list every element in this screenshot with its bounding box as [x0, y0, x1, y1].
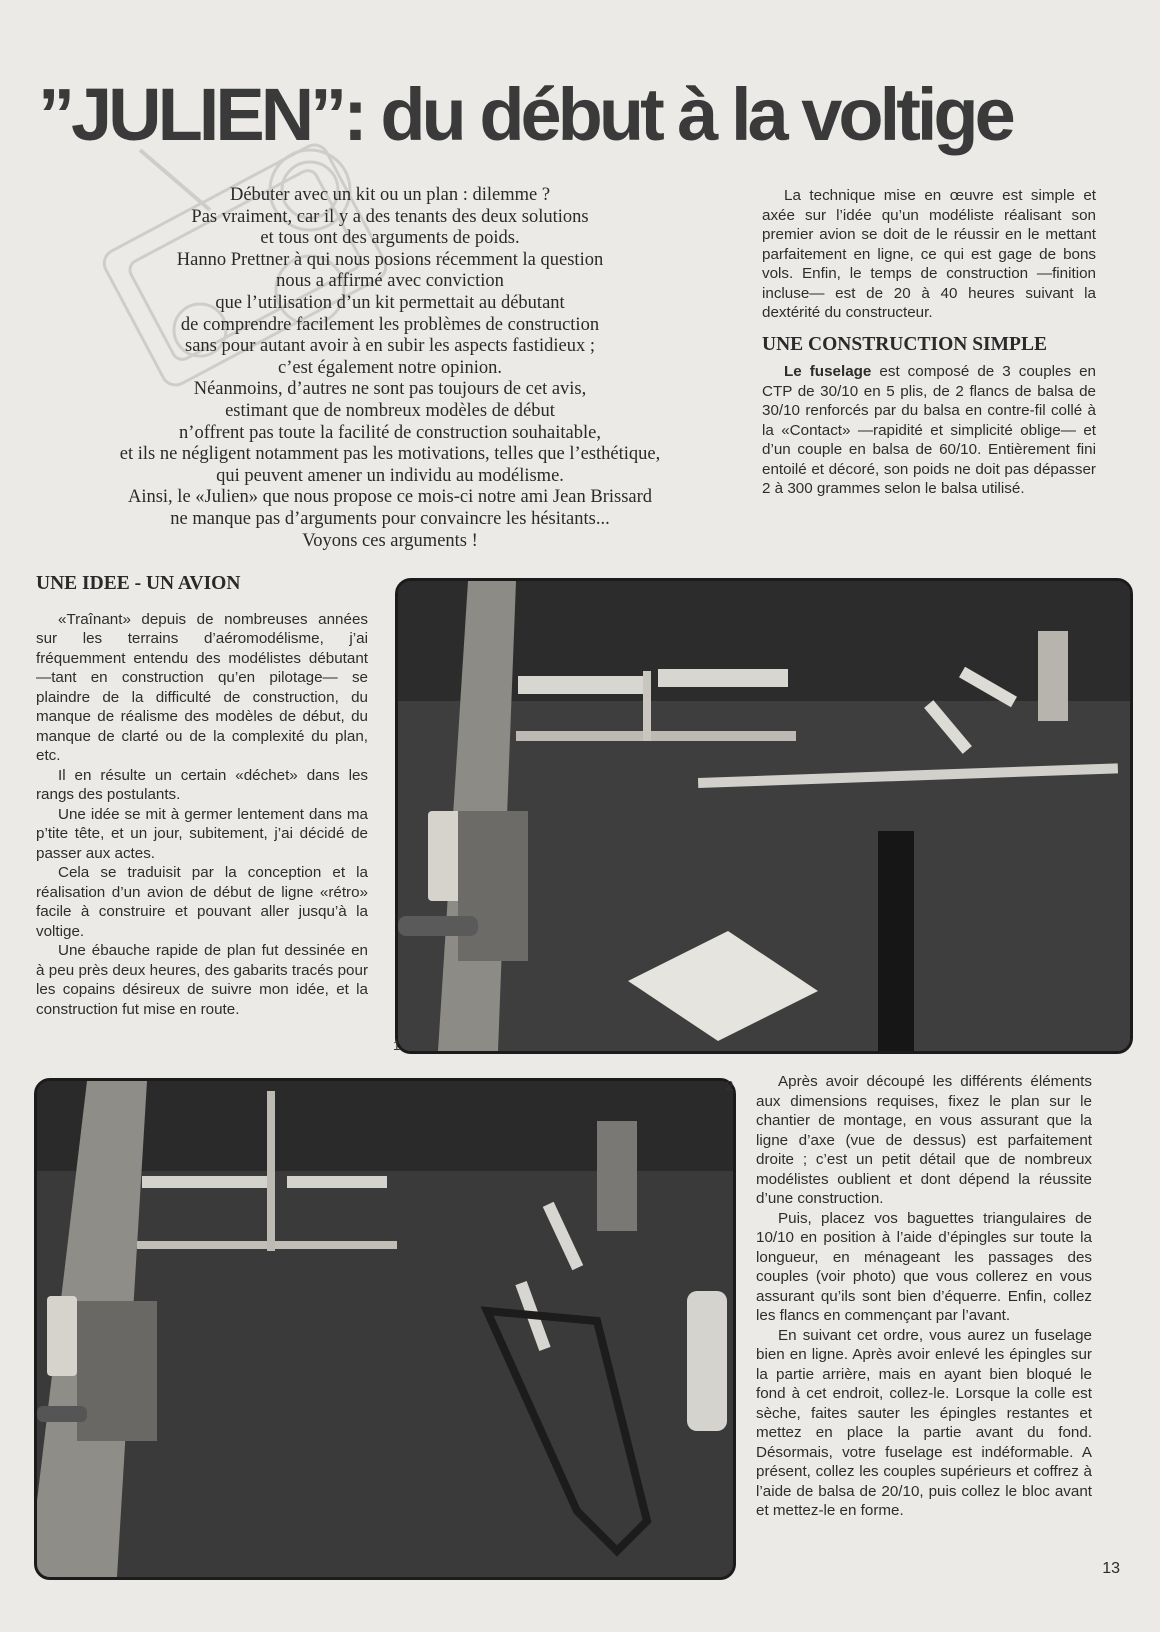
left-column: [36, 574, 368, 1019]
photo-fuselage-construction-1: [395, 578, 1133, 1054]
intro-line: estimant que de nombreux modèles de début: [225, 400, 555, 421]
paragraph-text: est composé de 3 couples en CTP de 30/10 en 5 plis, de 2 flancs de balsa de 30/10 renforcés par du balsa en contre-fil collé à la «Contact» —rapidité et simplicité oblige— et d’un couple en balsa de 60/10. Entièrement fini entoilé et décoré, son poids ne doit pas dépasser 2 à 300 grammes selon le balsa utilisé.: [762, 363, 1096, 497]
photo-fuselage-construction-2: [34, 1078, 736, 1580]
paragraph: Une idée se mit à germer lentement dans ma p’tite tête, et un jour, subitement, j’ai décidé de passer aux actes.: [36, 805, 368, 862]
article-title: ”JULIEN”: du début à la voltige: [38, 73, 1012, 156]
intro-line: sans pour autant avoir à en subir les aspects fastidieux ;: [185, 336, 595, 357]
paragraph: Une ébauche rapide de plan fut dessinée en à peu près deux heures, des gabarits tracés pour les copains désireux de suivre mon idée, et la construction fut mise en route.: [36, 942, 368, 1018]
intro-line: et tous ont des arguments de poids.: [260, 228, 520, 249]
intro-line: Pas vraiment, car il y a des tenants des deux solutions: [191, 206, 589, 227]
workbench-photo: [398, 581, 1130, 1051]
photo-number: 1: [393, 1038, 401, 1053]
paragraph: Après avoir découpé les différents éléments aux dimensions requises, fixez le plan sur le chantier de montage, en vous assurant que la ligne d’axe (vue de dessus) est parfaitement droite ; c’est un petit détail que de nombreux modélistes oublient et dont dépend la réussite d’une construction.: [756, 1073, 1092, 1207]
intro-line: n’offrent pas toute la facilité de construction souhaitable,: [179, 422, 601, 443]
intro-line: Néanmoins, d’autres ne sont pas toujours de cet avis,: [193, 379, 587, 400]
intro-line: et ils ne négligent notamment pas les motivations, telles que l’esthétique,: [119, 444, 661, 465]
right-top-column: [762, 186, 1096, 499]
paragraph: Il en résulte un certain «déchet» dans les rangs des postulants.: [36, 766, 368, 803]
paragraph: [762, 362, 1096, 499]
photo-number: 2: [726, 1078, 734, 1093]
paragraph: En suivant cet ordre, vous aurez un fuselage bien en ligne. Après avoir enlevé les épingles sur la partie arrière, mais en ayant bien bloqué le fond à cet endroit, collez-le. Lorsque la colle est sèche, faites sauter les épingles restantes et mettez en place la partie avant du fond. Désormais, votre fuselage est indéformable. A présent, collez les couples supérieurs et coffrez à l’aide de balsa de 20/10, puis collez le bloc avant et mettez-le en forme.: [756, 1326, 1092, 1519]
paragraph: Cela se traduisit par la conception et la réalisation d’un avion de début de ligne «rétro» facile à construire et pouvant aller jusqu’à la voltige.: [36, 864, 368, 940]
paragraph: La technique mise en œuvre est simple et axée sur l’idée qu’un modéliste réalisant son premier avion se doit de le réussir en le mettant parfaitement en ligne, ce qui est gage de bons vols. Enfin, le temps de construction —finition incluse— est de 20 à 40 heures suivant la dextérité du constructeur.: [762, 187, 1096, 321]
section-heading: UNE CONSTRUCTION SIMPLE: [762, 333, 1047, 355]
section-heading: UNE IDEE - UN AVION: [36, 573, 241, 594]
workbench-photo: [37, 1081, 733, 1577]
intro-line: ne manque pas d’arguments pour convaincre les hésitants...: [170, 508, 610, 529]
intro-line: de comprendre facilement les problèmes de construction: [180, 314, 600, 335]
right-bottom-column: [756, 1072, 1092, 1521]
intro-line: Voyons ces arguments !: [302, 530, 478, 551]
intro-line: Ainsi, le «Julien» que nous propose ce mois-ci notre ami Jean Brissard: [127, 487, 653, 508]
intro-line: Hanno Prettner à qui nous posions récemment la question: [176, 249, 604, 270]
paragraph: Puis, placez vos baguettes triangulaires de 10/10 en position à l’aide d’épingles sur toute la longueur, en ménageant les passages des couples (voir photo) que vous collerez en vous assurant qu’ils sont bien d’équerre. Enfin, collez les flancs en commençant par l’avant.: [756, 1209, 1092, 1324]
paragraph: «Traînant» depuis de nombreuses années sur les terrains d’aéromodélisme, j’ai fréquemment entendu des modélistes débutant —tant en construction qu’en pilotage— se plaindre de la difficulté de construction, du manque de réalisme des modèles de début, du manque de clarté ou de la complexité du plan, etc.: [36, 610, 368, 764]
intro-line: qui peuvent amener un individu au modélisme.: [216, 465, 564, 486]
intro-line: que l’utilisation d’un kit permettait au débutant: [215, 292, 565, 313]
intro-line: Débuter avec un kit ou un plan : dilemme ?: [229, 185, 551, 205]
intro-line: c’est également notre opinion.: [278, 357, 502, 378]
intro-block: [40, 185, 740, 552]
intro-line: nous a affirmé avec conviction: [276, 271, 504, 292]
page-number: 13: [1102, 1560, 1120, 1577]
bold-lead: Le fuselage: [784, 363, 872, 380]
